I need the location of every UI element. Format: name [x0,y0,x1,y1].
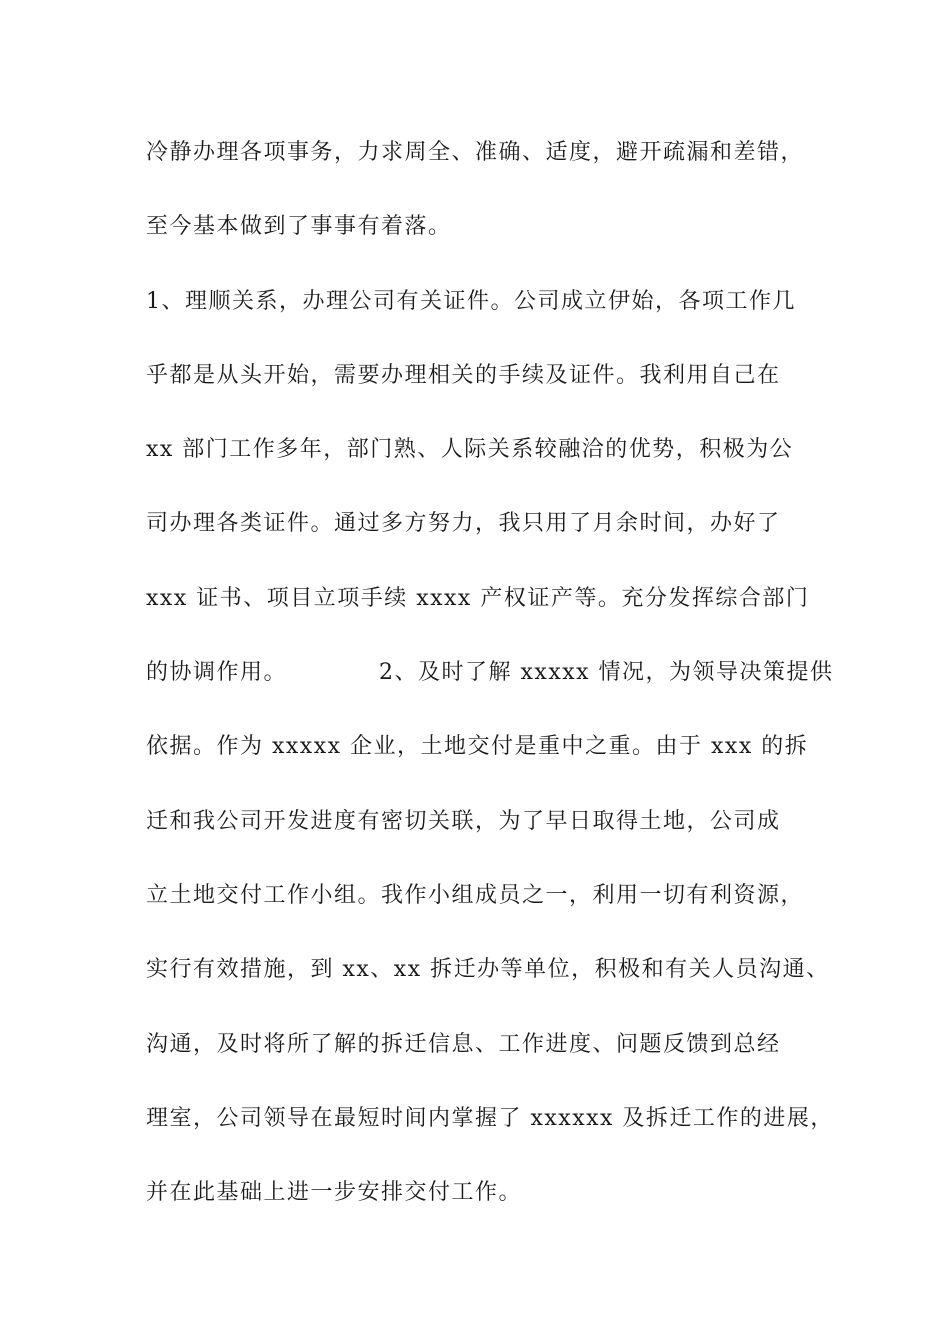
text-line-3: 1、理顺关系，办理公司有关证件。公司成立伊始，各项工作几 [146,289,796,314]
text-line-11: 立土地交付工作小组。我作小组成员之一，利用一切有利资源， [146,883,805,908]
text-line-14: 理室，公司领导在最短时间内掌握了 xxxxxx 及拆迁工作的进展， [146,1106,834,1131]
text-line-7: xxx 证书、项目立项手续 xxxx 产权证产等。充分发挥综合部门 [146,586,810,611]
text-line-6: 司办理各类证件。通过多方努力，我只用了月余时间，办好了 [146,511,781,536]
text-line-8-part-2: 2、及时了解 xxxxx 情况，为领导决策提供 [379,660,834,685]
text-line-4: 乎都是从头开始，需要办理相关的手续及证件。我利用自己在 [146,363,781,388]
text-line-1: 冷静办理各项事务，力求周全、准确、适度，避开疏漏和差错， [146,140,805,165]
text-line-5: xx 部门工作多年，部门熟、人际关系较融洽的优势，积极为公 [146,437,794,462]
text-line-9: 依据。作为 xxxxx 企业，土地交付是重中之重。由于 xxx 的拆 [146,734,809,759]
text-line-2: 至今基本做到了事事有着落。 [146,214,452,239]
text-line-8-part-1: 的协调作用。 [146,660,288,685]
text-line-15: 并在此基础上进一步安排交付工作。 [146,1180,523,1205]
text-line-13: 沟通，及时将所了解的拆迁信息、工作进度、问题反馈到总经 [146,1032,781,1057]
text-line-8 [146,653,836,693]
text-line-12: 实行有效措施，到 xx、xx 拆迁办等单位，积极和有关人员沟通、 [146,957,830,982]
text-line-10: 迁和我公司开发进度有密切关联，为了早日取得土地，公司成 [146,809,781,834]
